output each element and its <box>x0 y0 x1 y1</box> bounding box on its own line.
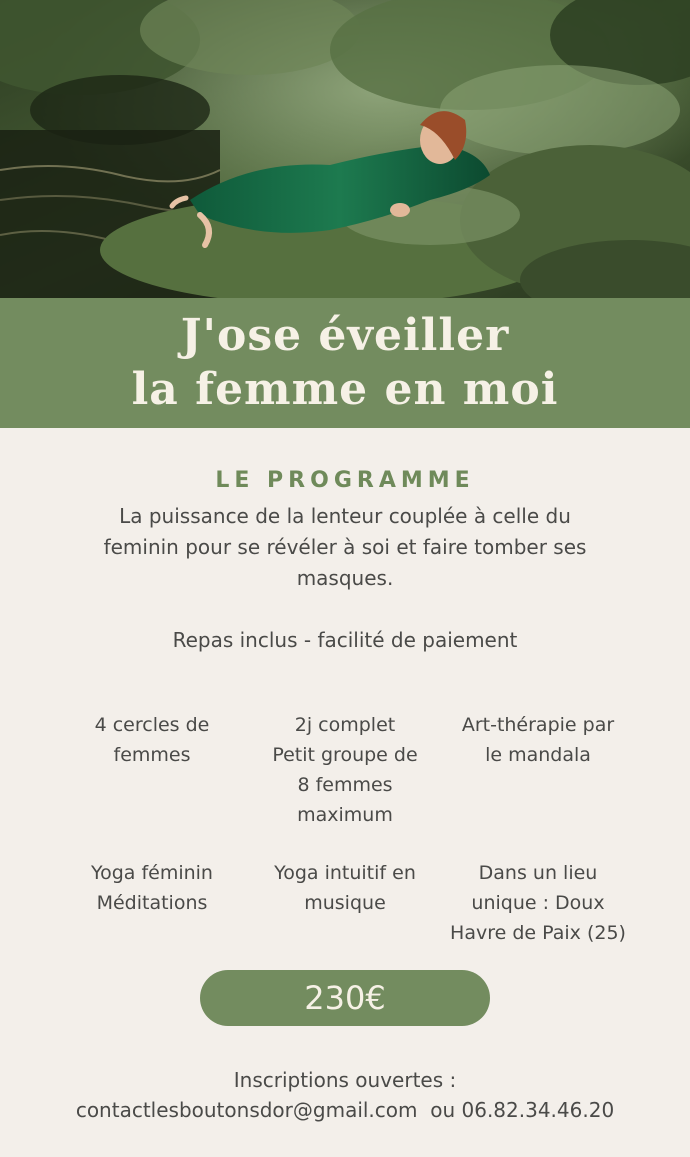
content-area <box>0 428 690 1157</box>
contact-line-1: Inscriptions ouvertes : <box>233 1068 457 1092</box>
contact-info <box>0 1065 690 1125</box>
price-badge: 230€ <box>200 970 490 1026</box>
programme-description: La puissance de la lenteur couplée à celle du feminin pour se révéler à soi et faire tomber ses masques. <box>103 504 587 590</box>
programme-heading: LE PROGRAMME <box>215 468 475 493</box>
contact-line-2: contactlesboutonsdor@gmail.com ou 06.82.34.46.20 <box>75 1098 615 1122</box>
feature-item: 2j complet Petit groupe de 8 femmes maximum <box>272 714 418 826</box>
feature-item: Dans un lieu unique : Doux Havre de Paix (25) <box>450 862 626 944</box>
feature-item: Yoga intuitif en musique <box>274 862 416 914</box>
forest-scene-illustration <box>0 0 690 298</box>
feature-item: Art-thérapie par le mandala <box>461 714 615 766</box>
programme-extra-info: Repas inclus - facilité de paiement <box>172 628 518 652</box>
feature-item: Yoga féminin Méditations <box>91 862 213 914</box>
title-line-2: la femme en moi <box>131 364 559 415</box>
feature-item: 4 cercles de femmes <box>94 714 210 766</box>
title-line-1: J'ose éveiller <box>180 310 510 361</box>
title-banner <box>0 298 690 428</box>
hero-photo <box>0 0 690 298</box>
